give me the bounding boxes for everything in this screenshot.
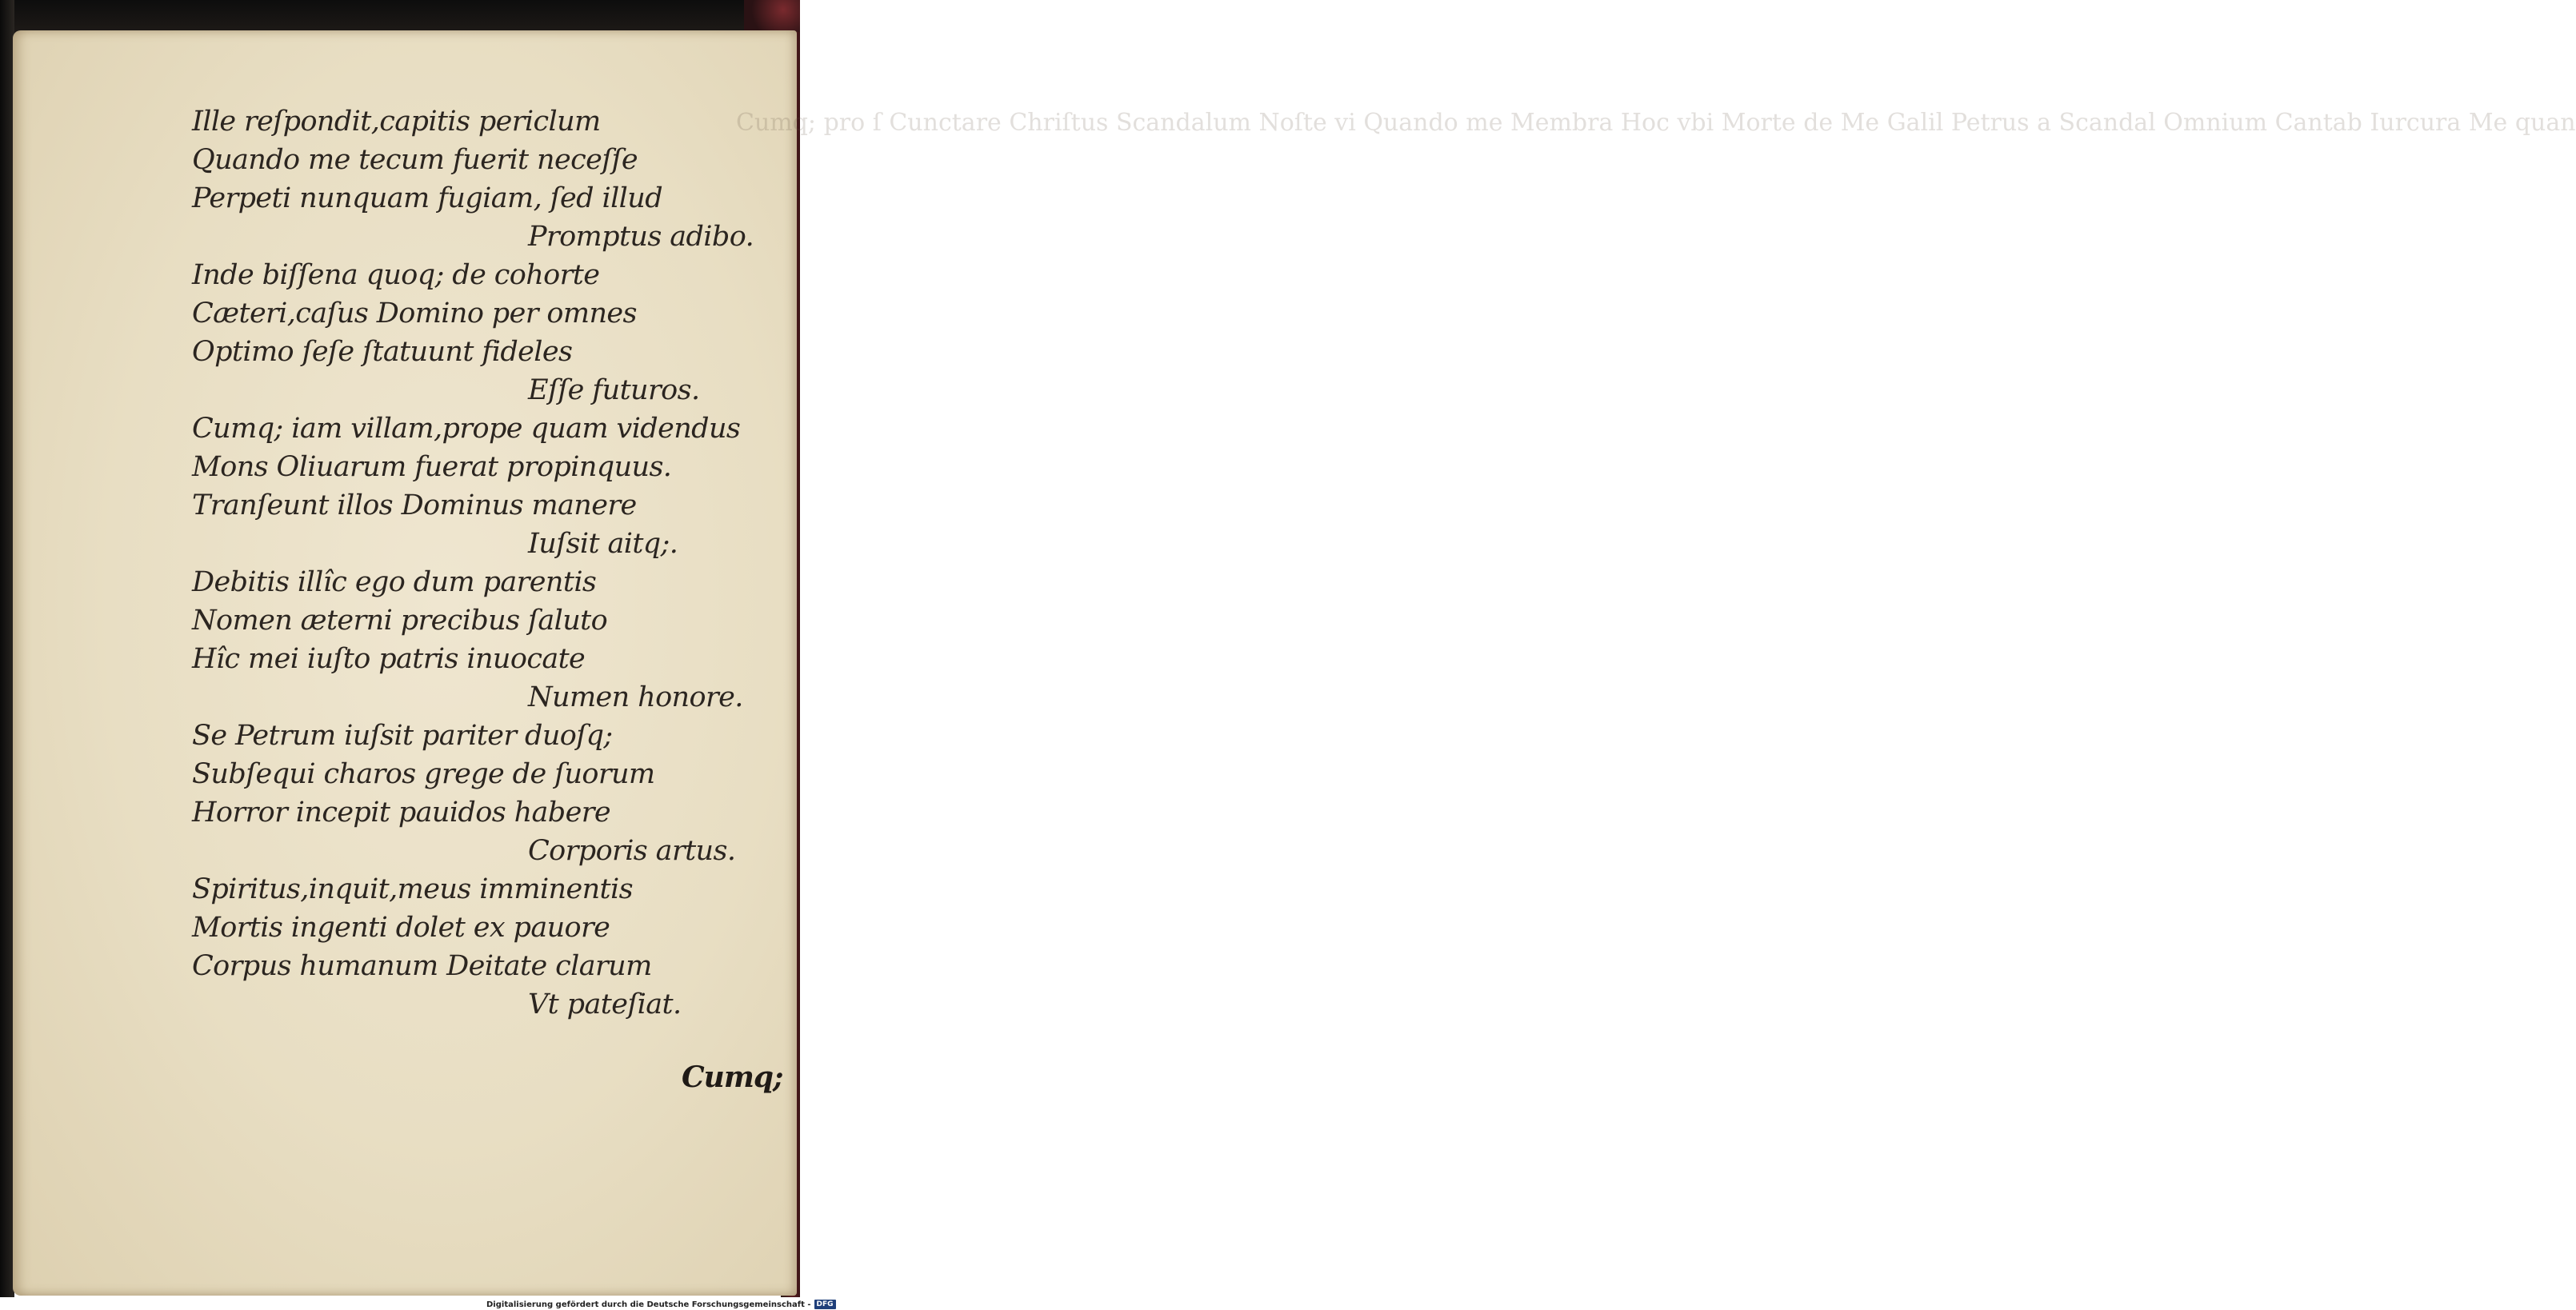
verse-line: Hîc mei iuſto patris inuocate: [192, 643, 586, 675]
adonic-line: Numen honore.: [528, 681, 743, 713]
verse-line: Cumq; iam villam,prope quam videndus: [192, 413, 741, 445]
verse-line: Cæteri,caſus Domino per omnes: [192, 298, 637, 329]
verse-line: Mons Oliuarum fuerat propinquus.: [192, 451, 672, 483]
verse-line: Debitis illîc ego dum parentis: [192, 566, 597, 598]
adonic-line: Eſſe futuros.: [528, 374, 700, 406]
verse-line: Quando me tecum fuerit neceſſe: [192, 144, 638, 176]
verse-line: Nomen æterni precibus ſaluto: [192, 605, 608, 637]
verse-line: Mortis ingenti dolet ex pauore: [192, 912, 610, 944]
verse-line: Corpus humanum Deitate clarum: [192, 950, 652, 982]
digitization-credit: [486, 1300, 836, 1309]
scan-top-border: [0, 0, 800, 34]
adonic-line: Iuſsit aitq;.: [528, 528, 678, 560]
verse-line: Inde biſſena quoq; de cohorte: [192, 259, 600, 291]
catchword: Cumq;: [682, 1060, 783, 1094]
adonic-line: Corporis artus.: [528, 835, 736, 867]
verse-line: Se Petrum iuſsit pariter duoſq;: [192, 720, 613, 752]
verse-line: Ille reſpondit,capitis periclum: [192, 106, 601, 138]
binding-corner: [744, 0, 800, 32]
verse-line: Tranſeunt illos Dominus manere: [192, 489, 637, 521]
verse-line: Perpeti nunquam fugiam, ſed illud: [192, 182, 663, 214]
show-through-text: Cumq; pro ſ Cunctare Chriſtus Scandalum Noſte vi Quando me Membra Hoc vbi Morte de Me Galil Petrus a Scandal Omnium Cantab Iurcura Me quan: [736, 109, 2576, 137]
dfg-logo: DFG: [814, 1300, 836, 1309]
adonic-line: Promptus adibo.: [528, 221, 754, 253]
adonic-line: Vt pateſiat.: [528, 988, 682, 1020]
verse-block: [192, 102, 752, 1024]
verse-line: Subſequi charos grege de ſuorum: [192, 758, 655, 790]
verse-line: Spiritus,inquit,meus imminentis: [192, 873, 633, 905]
verse-line: Optimo ſeſe ſtatuunt fideles: [192, 336, 573, 368]
credit-text: Digitalisierung gefördert durch die Deutsche Forschungsgemeinschaft -: [486, 1300, 811, 1309]
verse-line: Horror incepit pauidos habere: [192, 797, 610, 829]
